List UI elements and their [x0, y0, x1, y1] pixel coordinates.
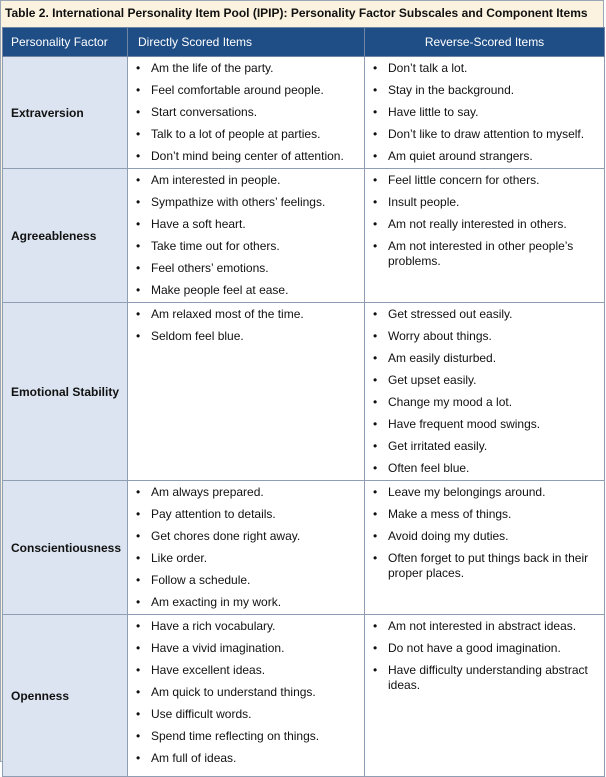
reverse-items-list	[365, 481, 604, 585]
list-item: • Stay in the background.	[371, 83, 600, 98]
list-item: • Seldom feel blue.	[134, 329, 360, 344]
list-item: • Am interested in people.	[134, 173, 360, 188]
list-item: • Am relaxed most of the time.	[134, 307, 360, 322]
list-item: • Have a soft heart.	[134, 217, 360, 232]
reverse-items-cell	[365, 615, 605, 777]
list-item: • Have a rich vocabulary.	[134, 619, 360, 634]
list-item: • Like order.	[134, 551, 360, 566]
header-personality-factor: Personality Factor	[3, 28, 128, 57]
table-row	[3, 481, 605, 615]
list-item: • Insult people.	[371, 195, 600, 210]
list-item: • Avoid doing my duties.	[371, 529, 600, 544]
header-directly-scored: Directly Scored Items	[128, 28, 365, 57]
list-item: • Am not interested in abstract ideas.	[371, 619, 600, 634]
list-item: • Am the life of the party.	[134, 61, 360, 76]
reverse-items-list	[365, 169, 604, 273]
reverse-items-list	[365, 303, 604, 480]
reverse-items-cell	[365, 169, 605, 303]
list-item: • Follow a schedule.	[134, 573, 360, 588]
factor-cell: Emotional Stability	[3, 303, 128, 481]
direct-items-list	[128, 169, 364, 302]
reverse-items-list	[365, 57, 604, 168]
table-row	[3, 169, 605, 303]
factor-cell: Conscientiousness	[3, 481, 128, 615]
list-item: • Get upset easily.	[371, 373, 600, 388]
list-item: • Don’t like to draw attention to myself.	[371, 127, 600, 142]
list-item: • Often forget to put things back in their proper places.	[371, 551, 600, 581]
direct-items-cell	[128, 303, 365, 481]
list-item: • Am easily disturbed.	[371, 351, 600, 366]
list-item: • Have little to say.	[371, 105, 600, 120]
list-item: • Am quiet around strangers.	[371, 149, 600, 164]
list-item: • Get irritated easily.	[371, 439, 600, 454]
list-item: • Get stressed out easily.	[371, 307, 600, 322]
list-item: • Pay attention to details.	[134, 507, 360, 522]
table-row	[3, 615, 605, 777]
header-reverse-scored: Reverse-Scored Items	[365, 28, 605, 57]
direct-items-list	[128, 57, 364, 168]
direct-items-list	[128, 615, 364, 770]
reverse-items-list	[365, 615, 604, 697]
list-item: • Do not have a good imagination.	[371, 641, 600, 656]
direct-items-cell	[128, 615, 365, 777]
list-item: • Don’t talk a lot.	[371, 61, 600, 76]
list-item: • Make people feel at ease.	[134, 283, 360, 298]
list-item: • Am exacting in my work.	[134, 595, 360, 610]
direct-items-list	[128, 481, 364, 614]
reverse-items-cell	[365, 57, 605, 169]
table-caption: Table 2. International Personality Item Pool (IPIP): Personality Factor Subscales and Component Items	[5, 6, 588, 20]
list-item: • Am not really interested in others.	[371, 217, 600, 232]
direct-items-cell	[128, 481, 365, 615]
list-item: • Leave my belongings around.	[371, 485, 600, 500]
factor-cell: Extraversion	[3, 57, 128, 169]
list-item: • Feel little concern for others.	[371, 173, 600, 188]
list-item: • Have frequent mood swings.	[371, 417, 600, 432]
header-row	[3, 28, 605, 57]
reverse-items-cell	[365, 481, 605, 615]
list-item: • Am not interested in other people’s problems.	[371, 239, 600, 269]
list-item: • Am full of ideas.	[134, 751, 360, 766]
table-row	[3, 303, 605, 481]
table-row	[3, 57, 605, 169]
list-item: • Start conversations.	[134, 105, 360, 120]
list-item: • Have a vivid imagination.	[134, 641, 360, 656]
list-item: • Am quick to understand things.	[134, 685, 360, 700]
list-item: • Have difficulty understanding abstract ideas.	[371, 663, 600, 693]
list-item: • Use difficult words.	[134, 707, 360, 722]
reverse-items-cell	[365, 303, 605, 481]
list-item: • Feel comfortable around people.	[134, 83, 360, 98]
direct-items-list	[128, 303, 364, 348]
list-item: • Change my mood a lot.	[371, 395, 600, 410]
list-item: • Have excellent ideas.	[134, 663, 360, 678]
list-item: • Often feel blue.	[371, 461, 600, 476]
list-item: • Worry about things.	[371, 329, 600, 344]
list-item: • Take time out for others.	[134, 239, 360, 254]
list-item: • Spend time reflecting on things.	[134, 729, 360, 744]
factor-cell: Agreeableness	[3, 169, 128, 303]
table-body	[3, 57, 605, 777]
list-item: • Talk to a lot of people at parties.	[134, 127, 360, 142]
list-item: • Feel others’ emotions.	[134, 261, 360, 276]
list-item: • Am always prepared.	[134, 485, 360, 500]
list-item: • Sympathize with others’ feelings.	[134, 195, 360, 210]
direct-items-cell	[128, 57, 365, 169]
ipip-table	[2, 27, 605, 777]
list-item: • Make a mess of things.	[371, 507, 600, 522]
list-item: • Don’t mind being center of attention.	[134, 149, 360, 164]
direct-items-cell	[128, 169, 365, 303]
list-item: • Get chores done right away.	[134, 529, 360, 544]
factor-cell: Openness	[3, 615, 128, 777]
